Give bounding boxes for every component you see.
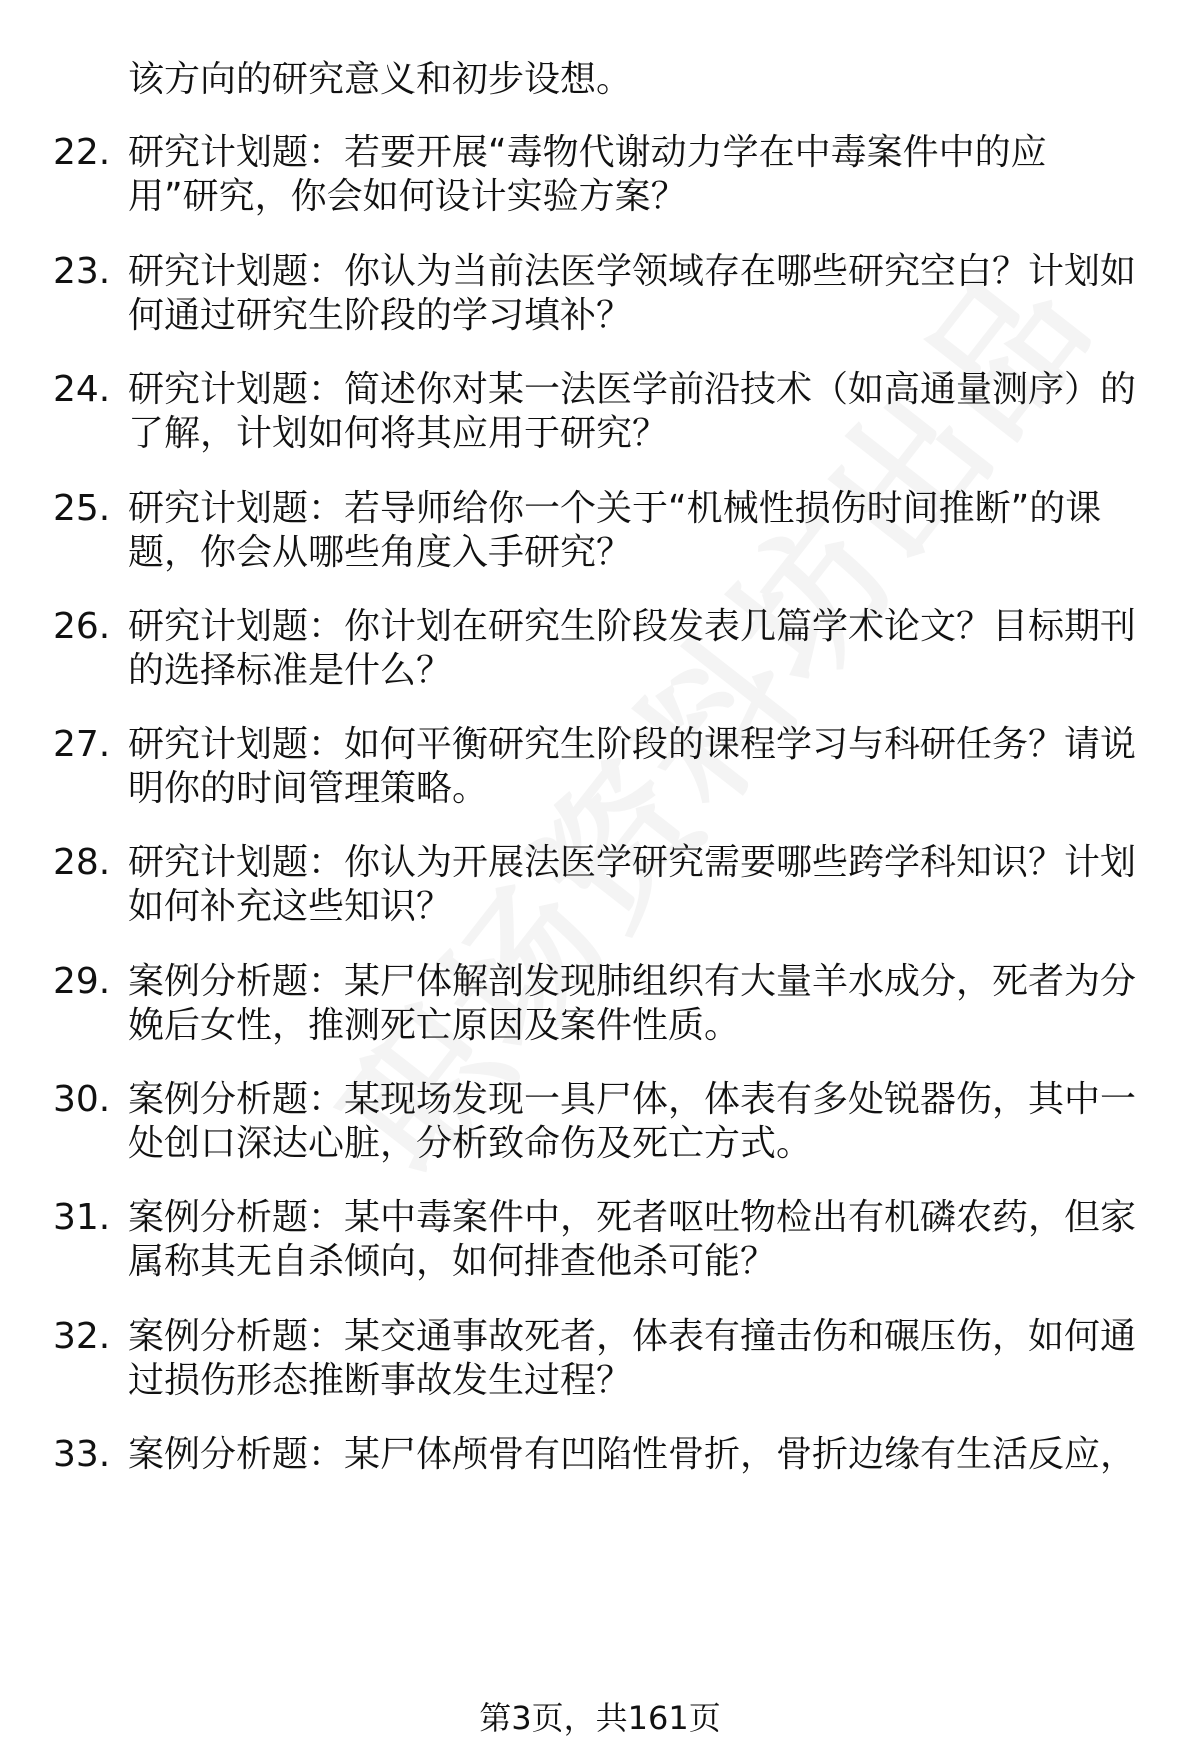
question-number: 26. bbox=[53, 606, 111, 647]
question-number: 27. bbox=[53, 724, 111, 765]
question-text-line: 案例分析题：某中毒案件中，死者呕吐物检出有机磷农药，但家 bbox=[128, 1197, 1137, 1238]
question-number: 28. bbox=[53, 842, 111, 883]
question-number: 33. bbox=[53, 1434, 111, 1475]
question-text-line: 案例分析题：某交通事故死者，体表有撞击伤和碾压伤，如何通 bbox=[128, 1316, 1137, 1357]
question-number: 25. bbox=[53, 488, 111, 529]
question-text-line: 明你的时间管理策略。 bbox=[128, 768, 489, 809]
question-text-line: 何通过研究生阶段的学习填补？ bbox=[128, 295, 633, 336]
question-text-line: 案例分析题：某尸体解剖发现肺组织有大量羊水成分，死者为分 bbox=[128, 961, 1137, 1002]
question-number: 31. bbox=[53, 1197, 111, 1238]
question-text-line: 研究计划题：如何平衡研究生阶段的课程学习与科研任务？请说 bbox=[128, 724, 1137, 765]
question-number: 23. bbox=[53, 251, 111, 292]
question-text-line: 研究计划题：你认为开展法医学研究需要哪些跨学科知识？计划 bbox=[128, 842, 1137, 883]
question-text-line: 处创口深达心脏，分析致命伤及死亡方式。 bbox=[128, 1123, 813, 1164]
question-text-line: 如何补充这些知识？ bbox=[128, 886, 453, 927]
question-text-line: 研究计划题：你计划在研究生阶段发表几篇学术论文？目标期刊 bbox=[128, 606, 1137, 647]
question-text-line: 案例分析题：某现场发现一具尸体，体表有多处锐器伤，其中一 bbox=[128, 1079, 1137, 1120]
question-text-line: 案例分析题：某尸体颅骨有凹陷性骨折，骨折边缘有生活反应， bbox=[128, 1434, 1137, 1475]
question-text-line: 研究计划题：若导师给你一个关于“机械性损伤时间推断”的课 bbox=[128, 488, 1102, 529]
question-text-line: 过损伤形态推断事故发生过程？ bbox=[128, 1360, 633, 1401]
question-number: 30. bbox=[53, 1079, 111, 1120]
page-footer: 第3页，共161页 bbox=[479, 1699, 721, 1737]
question-text-line: 了解，计划如何将其应用于研究？ bbox=[128, 413, 669, 454]
question-text-line: 研究计划题：简述你对某一法医学前沿技术（如高通量测序）的 bbox=[128, 369, 1137, 410]
question-text-line: 用”研究，你会如何设计实验方案？ bbox=[128, 176, 687, 217]
question-text-line: 题，你会从哪些角度入手研究？ bbox=[128, 532, 633, 573]
question-text-line: 研究计划题：若要开展“毒物代谢动力学在中毒案件中的应 bbox=[128, 132, 1047, 173]
question-text-line: 娩后女性，推测死亡原因及案件性质。 bbox=[128, 1005, 741, 1046]
question-number: 24. bbox=[53, 369, 111, 410]
question-text-line: 研究计划题：你认为当前法医学领域存在哪些研究空白？计划如 bbox=[128, 251, 1137, 292]
question-number: 29. bbox=[53, 961, 111, 1002]
question-text-line: 属称其无自杀倾向，如何排查他杀可能？ bbox=[128, 1241, 777, 1282]
intro-continuation-line: 该方向的研究意义和初步设想。 bbox=[128, 59, 633, 100]
question-number: 22. bbox=[53, 132, 111, 173]
question-text-line: 的选择标准是什么？ bbox=[128, 650, 453, 691]
question-number: 32. bbox=[53, 1316, 111, 1357]
